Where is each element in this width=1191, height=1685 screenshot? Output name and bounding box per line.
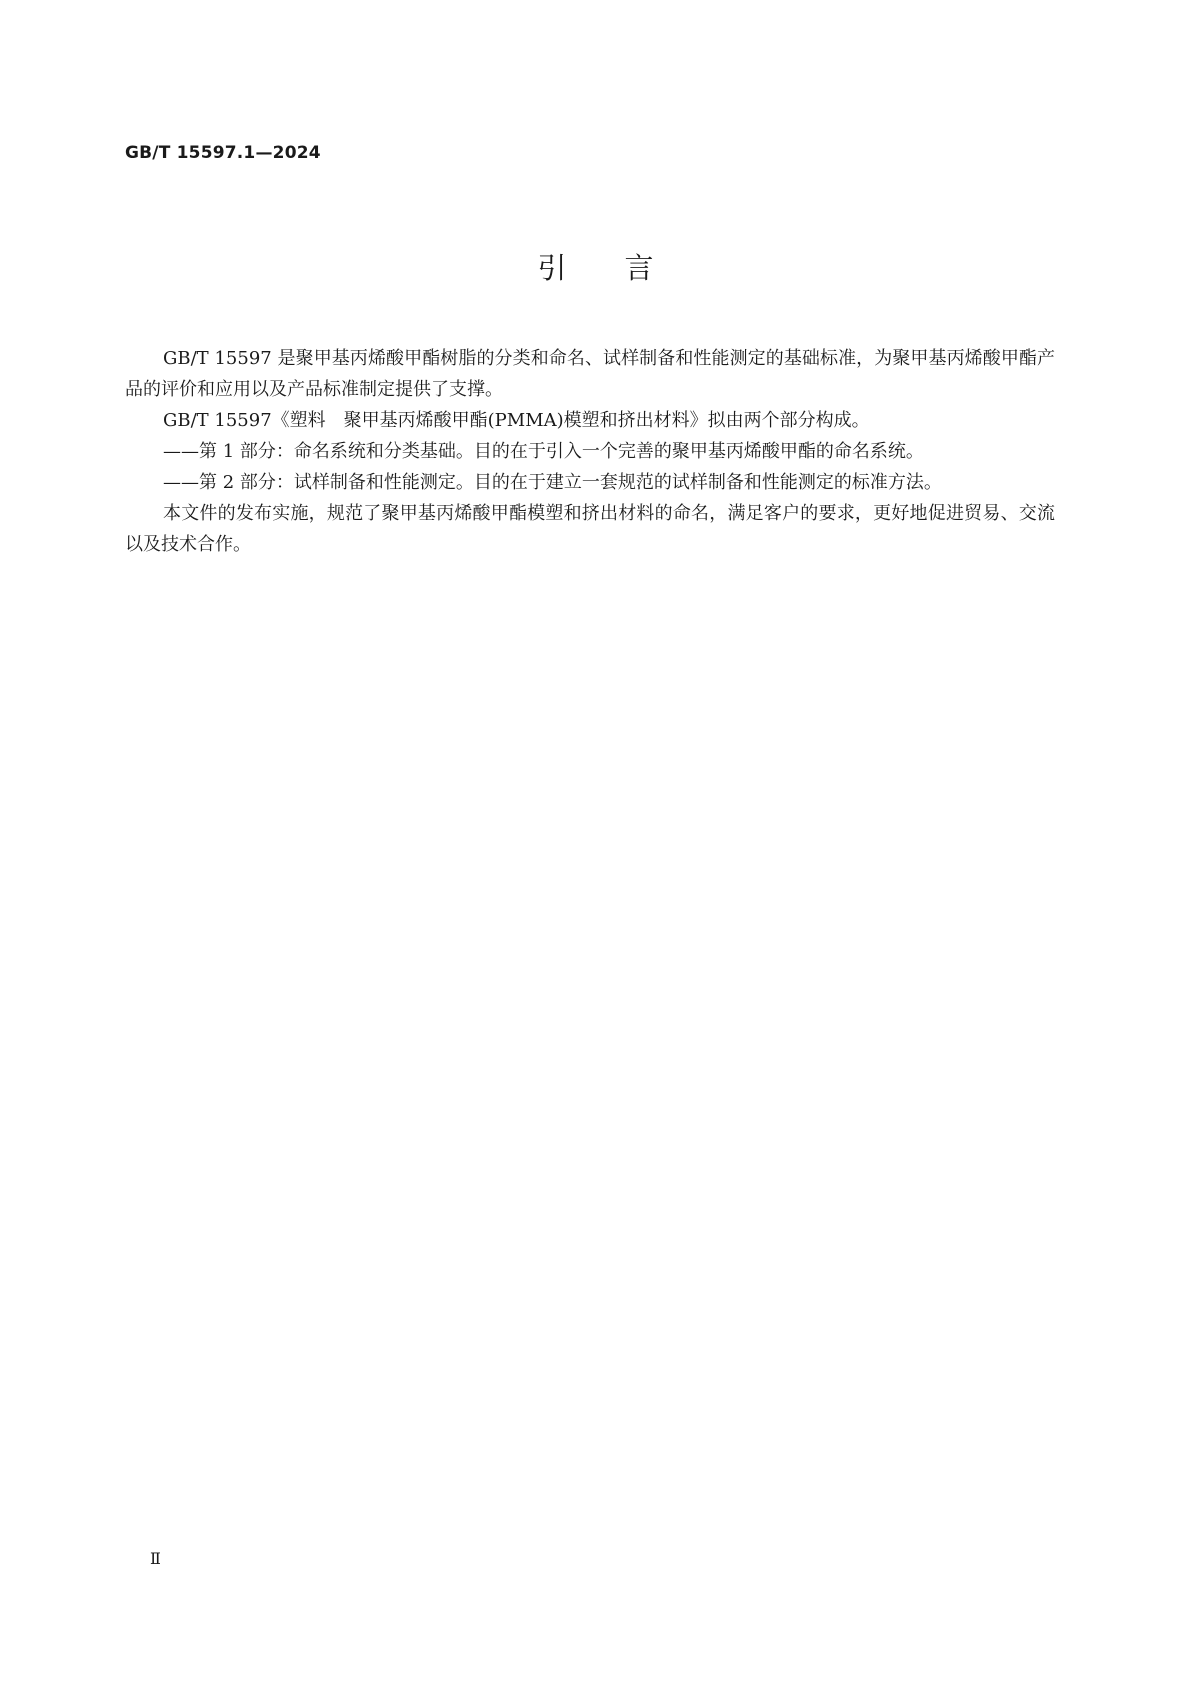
introduction-body <box>125 343 1055 560</box>
paragraph-scope: GB/T 15597 是聚甲基丙烯酸甲酯树脂的分类和命名、试样制备和性能测定的基础标准，为聚甲基丙烯酸甲酯产品的评价和应用以及产品标准制定提供了支撑。 <box>125 348 1055 400</box>
paragraph-structure: GB/T 15597《塑料 聚甲基丙烯酸甲酯(PMMA)模塑和挤出材料》拟由两个部分构成。 <box>163 410 870 431</box>
list-item-part-1: ——第 1 部分：命名系统和分类基础。目的在于引入一个完善的聚甲基丙烯酸甲酯的命名系统。 <box>163 441 924 462</box>
section-title: 引言 <box>537 251 712 285</box>
paragraph-significance: 本文件的发布实施，规范了聚甲基丙烯酸甲酯模塑和挤出材料的命名，满足客户的要求，更好地促进贸易、交流以及技术合作。 <box>125 503 1055 555</box>
list-item-part-2: ——第 2 部分：试样制备和性能测定。目的在于建立一套规范的试样制备和性能测定的标准方法。 <box>163 472 942 493</box>
standard-number: GB/T 15597.1—2024 <box>125 143 321 163</box>
page-number: Ⅱ <box>150 1549 161 1568</box>
